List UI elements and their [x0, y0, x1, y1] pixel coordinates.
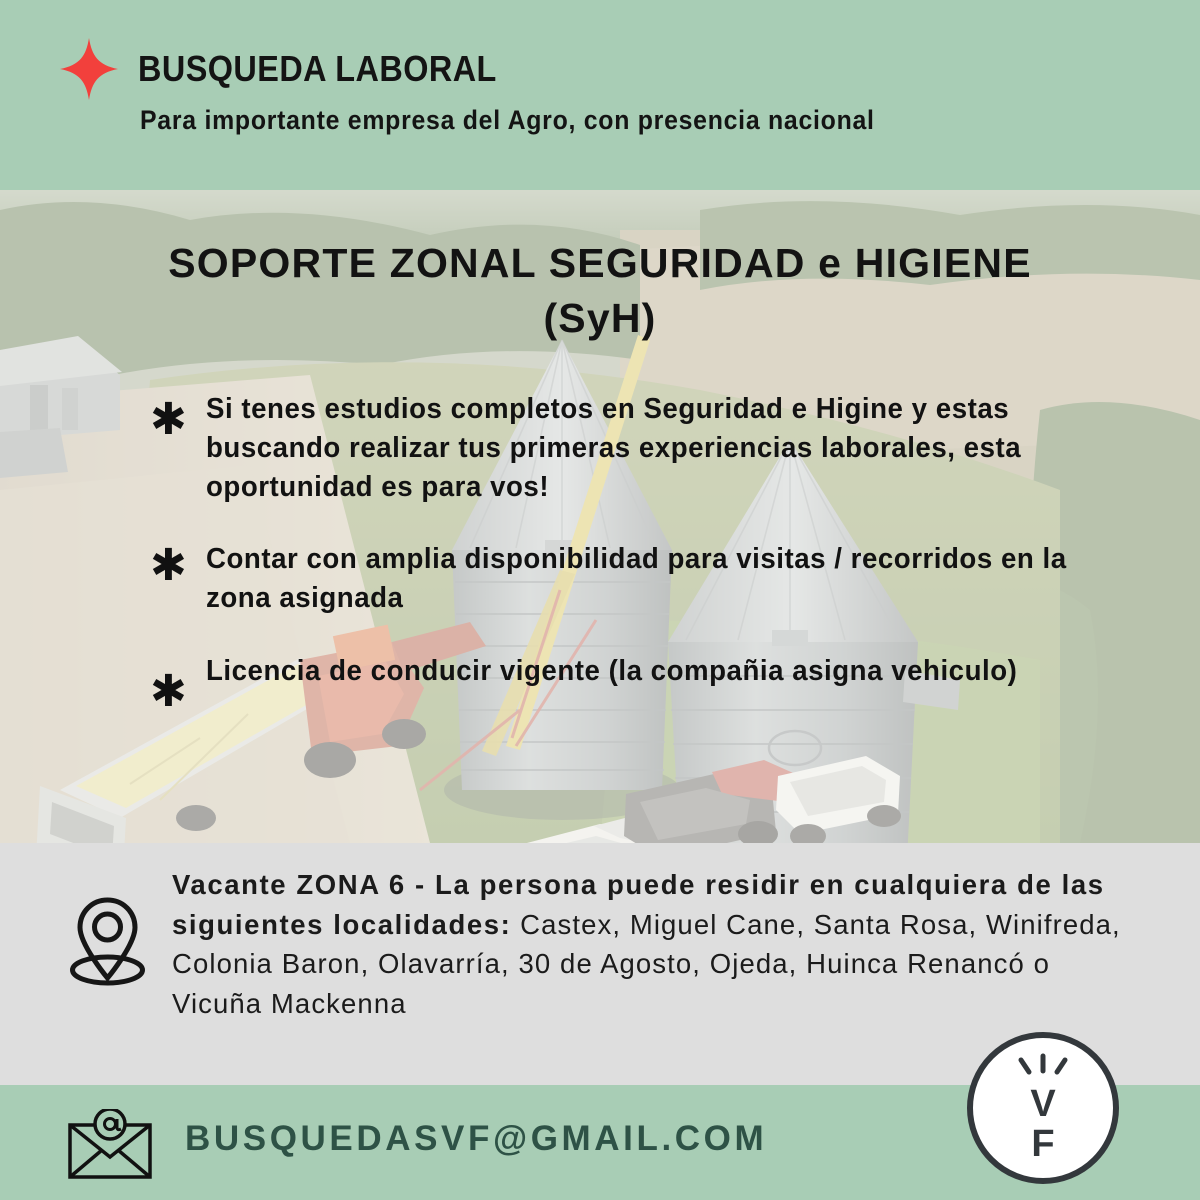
list-item — [150, 540, 1150, 618]
asterisk-icon: ✱ — [150, 665, 187, 717]
four-pointed-star-icon — [60, 38, 118, 100]
contact-email[interactable]: BUSQUEDASVF@GMAIL.COM — [185, 1119, 768, 1158]
requirement-text: Licencia de conducir vigente (la compañia asigna vehiculo) — [206, 654, 1018, 687]
photo-section — [0, 190, 1200, 843]
zone-headline: Vacante ZONA 6 - La persona puede residir en cualquiera de las siguientes localidades: — [172, 869, 1105, 940]
list-item — [150, 652, 1150, 717]
envelope-at-icon — [62, 1109, 162, 1181]
vf-logo-letter-f: F — [1031, 1123, 1055, 1165]
zone-localities: Castex, Miguel Cane, Santa Rosa, Winifreda, Colonia Baron, Olavarría, 30 de Agosto, Ojeda, Huinca Renancó o Vicuña Mackenna — [172, 908, 1121, 1019]
requirement-text: Contar con amplia disponibilidad para visitas / recorridos en la zona asignada — [206, 543, 1067, 614]
job-position-title — [100, 236, 1100, 345]
vf-logo — [963, 1028, 1123, 1188]
requirements-list — [150, 390, 1150, 748]
job-title-line2: (SyH) — [543, 294, 657, 341]
map-pin-icon — [55, 890, 160, 995]
zone-description — [172, 865, 1147, 1023]
requirement-text: Si tenes estudios completos en Seguridad e Higine y estas buscando realizar tus primeras experiencias laborales, esta oportunidad es para vos! — [206, 393, 1022, 503]
header-subtitle: Para importante empresa del Agro, con presencia nacional — [140, 105, 875, 135]
asterisk-icon: ✱ — [150, 540, 187, 592]
page-title: BUSQUEDA LABORAL — [138, 48, 497, 89]
header-title-row — [60, 38, 537, 100]
job-title-line1: SOPORTE ZONAL SEGURIDAD e HIGIENE — [168, 240, 1032, 286]
list-item — [150, 390, 1150, 506]
vf-logo-letter-v: V — [1030, 1083, 1056, 1125]
header-band — [0, 0, 1200, 190]
asterisk-icon: ✱ — [150, 394, 187, 445]
